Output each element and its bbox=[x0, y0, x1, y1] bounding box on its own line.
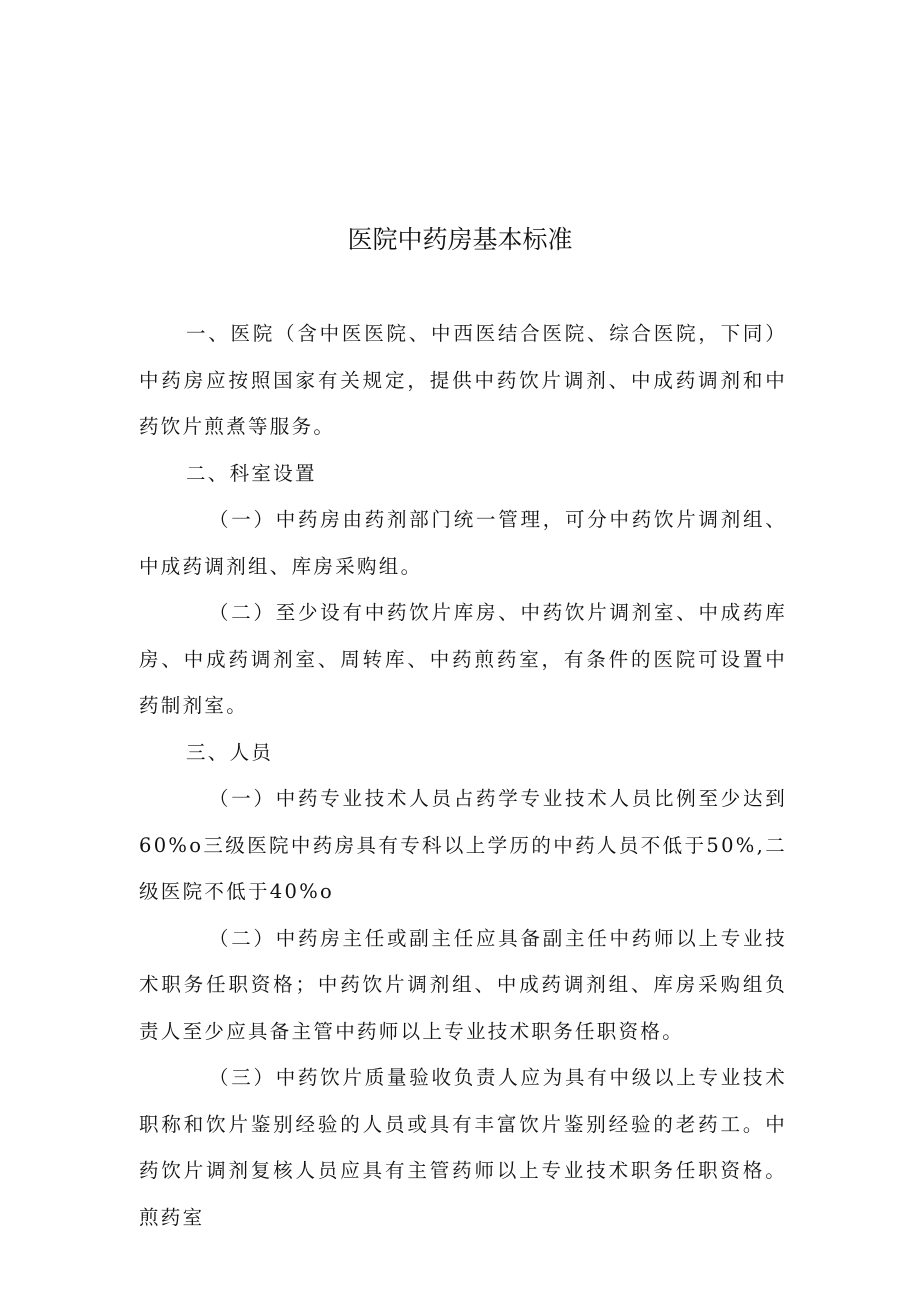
paragraph-2-2: （二）至少设有中药饮片库房、中药饮片调剂室、中成药库房、中成药调剂室、周转库、中药煎药室，有条件的医院可设置中药制剂室。 bbox=[139, 601, 787, 717]
section-heading-department: 二、科室设置 bbox=[186, 461, 317, 485]
document-title: 医院中药房基本标准 bbox=[347, 225, 573, 254]
paragraph-3-3: （三）中药饮片质量验收负责人应为具有中级以上专业技术职称和饮片鉴别经验的人员或具有丰富饮片鉴别经验的老药工。中药饮片调剂复核人员应具有主管药师以上专业技术职务任职资格。煎药室 bbox=[139, 1066, 787, 1229]
paragraph-3-1: （一）中药专业技术人员占药学专业技术人员比例至少达到60%o三级医院中药房具有专科以上学历的中药人员不低于50%,二级医院不低于40%o bbox=[139, 787, 787, 903]
paragraph-3-2: （二）中药房主任或副主任应具备副主任中药师以上专业技术职务任职资格；中药饮片调剂组、中成药调剂组、库房采购组负责人至少应具备主管中药师以上专业技术职务任职资格。 bbox=[139, 926, 787, 1043]
document-body bbox=[139, 311, 787, 1241]
paragraph-2-1: （一）中药房由药剂部门统一管理，可分中药饮片调剂组、中成药调剂组、库房采购组。 bbox=[139, 508, 787, 578]
section-heading-personnel: 三、人员 bbox=[186, 740, 274, 764]
paragraph-1: 一、医院（含中医医院、中西医结合医院、综合医院，下同）中药房应按照国家有关规定，提供中药饮片调剂、中成药调剂和中药饮片煎煮等服务。 bbox=[139, 322, 787, 438]
